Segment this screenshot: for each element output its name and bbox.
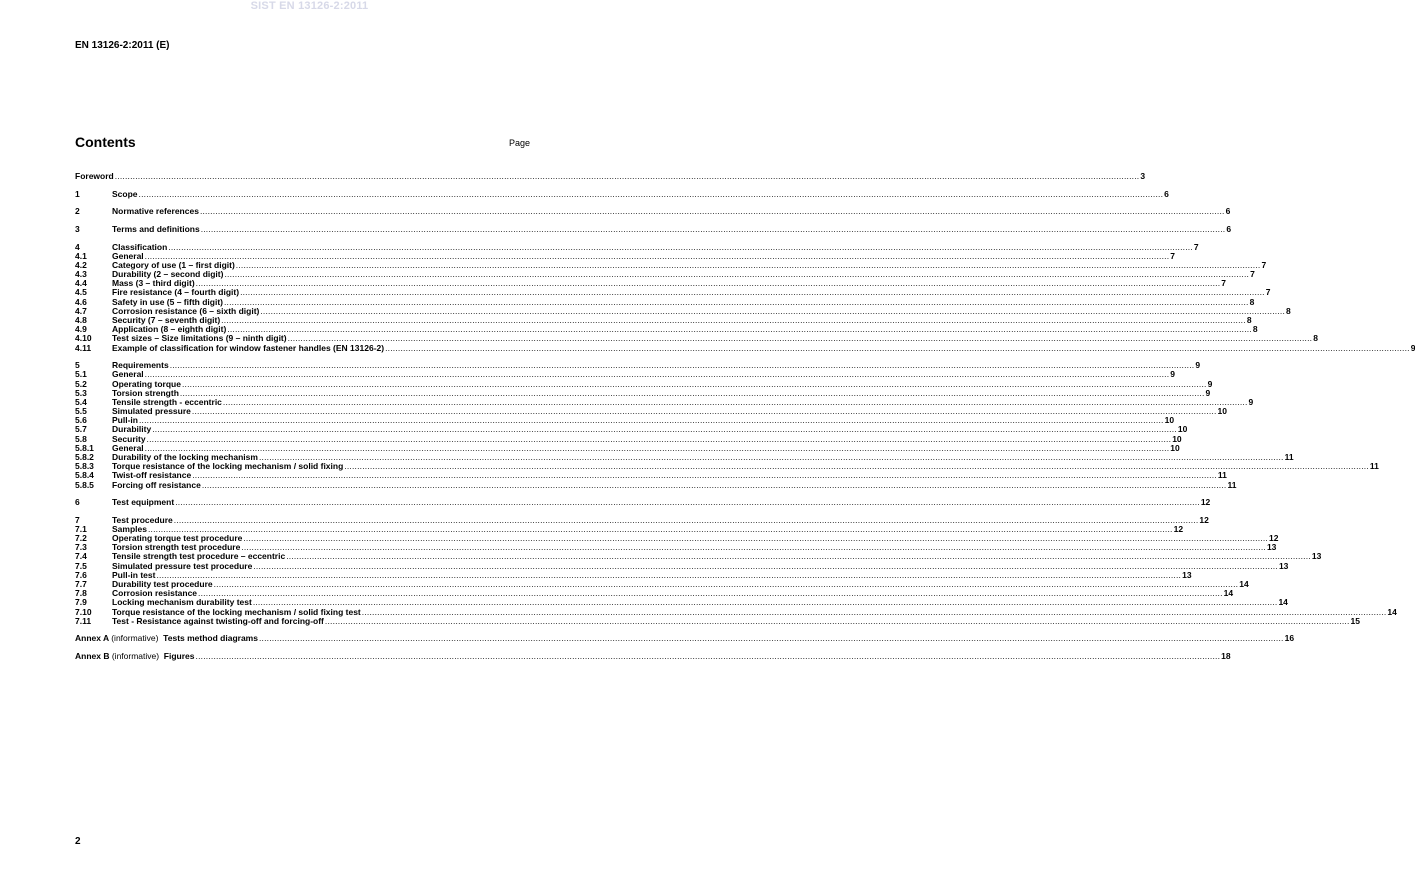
toc-entry-title: Pull-in test xyxy=(112,569,156,580)
toc-entry[interactable] xyxy=(75,342,1415,353)
toc-entry-title: Corrosion resistance xyxy=(112,588,198,599)
toc-entry[interactable] xyxy=(75,479,1237,490)
annex-label: Annex A xyxy=(75,633,112,644)
toc-entry-number: 4.1 xyxy=(75,250,87,261)
table-of-contents xyxy=(75,171,1415,661)
dot-leader: ................................................................................................................................................................................................................................................................................................................................................................................................................ xyxy=(253,560,1278,571)
dot-leader: ................................................................................................................................................................................................................................................................................................................................................................................................................ xyxy=(152,424,1177,435)
toc-entry[interactable] xyxy=(75,470,1227,481)
toc-entry-title: Terms and definitions xyxy=(112,223,200,234)
dot-leader: ................................................................................................................................................................................................................................................................................................................................................................................................................ xyxy=(223,296,1249,307)
page-column-label: Page xyxy=(509,138,531,148)
toc-entry-number: 5.8.2 xyxy=(75,452,94,463)
toc-entry[interactable] xyxy=(75,633,1295,644)
toc-entry-title: Test procedure xyxy=(112,514,173,525)
toc-entry-number: 6 xyxy=(75,497,80,508)
toc-entry-page: 13 xyxy=(1182,569,1192,580)
toc-entry-page: 8 xyxy=(1252,324,1258,335)
toc-entry[interactable] xyxy=(75,369,1176,380)
toc-entry-number: 5.8.5 xyxy=(75,479,94,490)
toc-entry-page: 9 xyxy=(1170,369,1176,380)
dot-leader: ................................................................................................................................................................................................................................................................................................................................................................................................................ xyxy=(191,406,1217,417)
toc-entry-page: 14 xyxy=(1278,597,1288,608)
toc-entry-page: 10 xyxy=(1177,424,1188,435)
annex-type: (informative) xyxy=(111,650,160,661)
toc-entry-title: Durability of the locking mechanism xyxy=(112,452,258,463)
toc-entry-number: 5.4 xyxy=(75,396,87,407)
toc-entry-title: Requirements xyxy=(112,360,169,371)
toc-entry-page: 7 xyxy=(1265,287,1271,298)
toc-entry-title: Foreword xyxy=(75,171,114,182)
toc-entry-page: 18 xyxy=(1221,650,1231,661)
toc-entry-title: Security (7 – seventh digit) xyxy=(112,315,221,325)
toc-entry-title: Operating torque xyxy=(112,378,181,389)
toc-entry-page: 16 xyxy=(1284,633,1295,644)
toc-entry-number: 5.7 xyxy=(75,424,87,435)
dot-leader: ................................................................................................................................................................................................................................................................................................................................................................................................................ xyxy=(147,523,1173,534)
toc-entry[interactable] xyxy=(75,188,1169,199)
toc-entry-number: 4.6 xyxy=(75,296,87,307)
dot-leader: ................................................................................................................................................................................................................................................................................................................................................................................................................ xyxy=(192,470,1217,481)
toc-entry-title: Tensile strength test procedure – eccentric xyxy=(112,551,286,562)
dot-leader: ................................................................................................................................................................................................................................................................................................................................................................................................................ xyxy=(200,223,1226,234)
toc-entry[interactable] xyxy=(75,206,1231,217)
toc-entry-page: 9 xyxy=(1248,396,1254,407)
dot-leader: ................................................................................................................................................................................................................................................................................................................................................................................................................ xyxy=(258,452,1284,463)
toc-entry-title: Safety in use (5 – fifth digit) xyxy=(112,296,223,307)
annex-label: Annex B xyxy=(75,650,112,661)
dot-leader: ................................................................................................................................................................................................................................................................................................................................................................................................................ xyxy=(287,333,1313,344)
dot-leader: ................................................................................................................................................................................................................................................................................................................................................................................................................ xyxy=(235,259,1261,270)
toc-entry-title: Durability (2 – second digit) xyxy=(112,269,224,280)
toc-entry-title: Locking mechanism durability test xyxy=(112,597,252,608)
dot-leader: ................................................................................................................................................................................................................................................................................................................................................................................................................ xyxy=(199,206,1225,217)
dot-leader: ................................................................................................................................................................................................................................................................................................................................................................................................................ xyxy=(241,542,1266,553)
toc-entry-number: 5.1 xyxy=(75,369,87,380)
annex-type: (informative) xyxy=(111,633,159,644)
toc-entry-page: 10 xyxy=(1170,442,1180,453)
toc-entry[interactable] xyxy=(75,497,1211,508)
toc-entry-number: 7.5 xyxy=(75,560,87,571)
toc-entry-page: 10 xyxy=(1172,433,1182,444)
dot-leader: ................................................................................................................................................................................................................................................................................................................................................................................................................ xyxy=(213,579,1239,590)
toc-entry-title: Security xyxy=(112,433,146,444)
dot-leader: ................................................................................................................................................................................................................................................................................................................................................................................................................ xyxy=(195,278,1221,289)
toc-entry-number: 3 xyxy=(75,223,80,234)
dot-leader: ................................................................................................................................................................................................................................................................................................................................................................................................................ xyxy=(224,269,1250,280)
toc-entry-number: 4.9 xyxy=(75,324,87,335)
dot-leader: ................................................................................................................................................................................................................................................................................................................................................................................................................ xyxy=(156,569,1182,580)
toc-entry-page: 10 xyxy=(1217,406,1227,417)
toc-entry[interactable] xyxy=(75,650,1231,661)
toc-entry-number: 4.4 xyxy=(75,278,87,289)
toc-entry-title: Twist-off resistance xyxy=(112,470,192,481)
dot-leader: ................................................................................................................................................................................................................................................................................................................................................................................................................ xyxy=(243,533,1268,544)
toc-entry-title: Test sizes – Size limitations (9 – ninth digit) xyxy=(112,333,287,344)
toc-entry-number: 4.2 xyxy=(75,259,87,270)
dot-leader: ................................................................................................................................................................................................................................................................................................................................................................................................................ xyxy=(173,514,1199,525)
dot-leader: ................................................................................................................................................................................................................................................................................................................................................................................................................ xyxy=(138,415,1164,426)
toc-entry-page: 13 xyxy=(1266,542,1277,553)
toc-entry[interactable] xyxy=(75,333,1318,344)
toc-entry-title xyxy=(75,634,258,643)
dot-leader: ................................................................................................................................................................................................................................................................................................................................................................................................................ xyxy=(227,324,1252,335)
toc-entry-page: 8 xyxy=(1313,333,1318,344)
toc-entry-number: 7.1 xyxy=(75,523,87,534)
toc-entry-page: 11 xyxy=(1284,452,1294,463)
toc-entry-title: Torsion strength xyxy=(112,387,179,398)
toc-entry-title: Classification xyxy=(112,241,168,252)
dot-leader: ................................................................................................................................................................................................................................................................................................................................................................................................................ xyxy=(195,650,1221,661)
dot-leader: ................................................................................................................................................................................................................................................................................................................................................................................................................ xyxy=(146,433,1172,444)
dot-leader: ................................................................................................................................................................................................................................................................................................................................................................................................................ xyxy=(169,360,1195,371)
toc-entry-number: 7.4 xyxy=(75,551,87,562)
toc-entry[interactable] xyxy=(75,615,1360,626)
toc-entry-title: Test equipment xyxy=(112,497,175,508)
toc-entry-title: Torsion strength test procedure xyxy=(112,542,241,553)
toc-entry-number: 4.7 xyxy=(75,305,87,316)
toc-entry-page: 9 xyxy=(1195,360,1201,371)
toc-entry-number: 2 xyxy=(75,206,80,217)
toc-entry-page: 8 xyxy=(1246,315,1252,325)
dot-leader: ................................................................................................................................................................................................................................................................................................................................................................................................................ xyxy=(344,461,1369,472)
toc-entry-title: Example of classification for window fastener handles (EN 13126-2) xyxy=(112,342,385,353)
toc-entry-title: Tensile strength - eccentric xyxy=(112,396,222,407)
toc-entry-page: 12 xyxy=(1173,523,1184,534)
toc-entry-page: 6 xyxy=(1225,206,1231,217)
toc-entry-number: 4.8 xyxy=(75,315,87,325)
toc-entry-number: 7.11 xyxy=(75,615,92,626)
toc-entry-number: 7.3 xyxy=(75,542,87,553)
toc-entry-number: 4.5 xyxy=(75,287,87,298)
dot-leader: ................................................................................................................................................................................................................................................................................................................................................................................................................ xyxy=(168,241,1193,252)
dot-leader: ................................................................................................................................................................................................................................................................................................................................................................................................................ xyxy=(385,342,1410,353)
toc-entry-title: Durability test procedure xyxy=(112,579,213,590)
toc-entry-title: Category of use (1 – first digit) xyxy=(112,259,235,270)
toc-entry-page: 8 xyxy=(1286,305,1291,316)
document-header-id: EN 13126-2:2011 (E) xyxy=(75,40,170,51)
dot-leader: ................................................................................................................................................................................................................................................................................................................................................................................................................ xyxy=(222,396,1248,407)
toc-entry[interactable] xyxy=(75,171,1146,182)
toc-entry-title: Normative references xyxy=(112,206,199,217)
toc-entry-number: 5.5 xyxy=(75,406,87,417)
toc-entry-title: Operating torque test procedure xyxy=(112,533,243,544)
toc-entry-page: 14 xyxy=(1223,588,1234,599)
toc-entry-number: 5.8 xyxy=(75,433,87,444)
toc-entry-page: 7 xyxy=(1261,259,1267,270)
watermark: SIST EN 13126-2:2011 xyxy=(250,0,369,12)
toc-entry-title: Test - Resistance against twisting-off and forcing-off xyxy=(112,615,324,626)
toc-entry-title: Fire resistance (4 – fourth digit) xyxy=(112,287,240,298)
toc-entry-page: 7 xyxy=(1221,278,1227,289)
toc-entry-page: 7 xyxy=(1170,250,1176,261)
toc-entry-number: 5.6 xyxy=(75,415,87,426)
toc-entry-number: 7.9 xyxy=(75,597,87,608)
toc-entry-page: 14 xyxy=(1239,579,1249,590)
dot-leader: ................................................................................................................................................................................................................................................................................................................................................................................................................ xyxy=(221,315,1246,325)
toc-entry-page: 8 xyxy=(1249,296,1255,307)
dot-leader: ................................................................................................................................................................................................................................................................................................................................................................................................................ xyxy=(324,615,1350,626)
toc-entry-page: 13 xyxy=(1278,560,1289,571)
annex-title: Tests method diagrams xyxy=(158,633,258,644)
toc-entry-title: General xyxy=(112,369,144,380)
toc-entry-number: 7.7 xyxy=(75,579,87,590)
toc-entry-title xyxy=(75,652,195,661)
toc-entry-page: 12 xyxy=(1199,514,1209,525)
toc-entry-page: 12 xyxy=(1200,497,1211,508)
dot-leader: ................................................................................................................................................................................................................................................................................................................................................................................................................ xyxy=(114,171,1140,182)
toc-entry-page: 6 xyxy=(1164,188,1169,199)
toc-entry-title: Mass (3 – third digit) xyxy=(112,278,195,289)
toc-entry-number: 5.8.4 xyxy=(75,470,94,481)
dot-leader: ................................................................................................................................................................................................................................................................................................................................................................................................................ xyxy=(175,497,1200,508)
toc-entry-number: 1 xyxy=(75,188,80,199)
page-number: 2 xyxy=(75,836,81,847)
toc-entry-page: 12 xyxy=(1269,533,1279,544)
toc-entry[interactable] xyxy=(75,223,1232,234)
toc-entry-page: 7 xyxy=(1193,241,1199,252)
toc-entry-number: 7.2 xyxy=(75,533,87,544)
toc-entry-title: Application (8 – eighth digit) xyxy=(112,324,227,335)
toc-entry-title: Simulated pressure xyxy=(112,406,191,417)
toc-entry-title: Forcing off resistance xyxy=(112,479,201,490)
toc-entry-number: 5.3 xyxy=(75,387,87,398)
annex-title: Figures xyxy=(159,650,195,661)
toc-entry-page: 9 xyxy=(1207,378,1213,389)
toc-entry-title: Durability xyxy=(112,424,152,435)
toc-entry-number: 4.3 xyxy=(75,269,87,280)
toc-entry-title: General xyxy=(112,442,144,453)
dot-leader: ................................................................................................................................................................................................................................................................................................................................................................................................................ xyxy=(258,633,1284,644)
toc-entry-page: 9 xyxy=(1205,387,1211,398)
dot-leader: ................................................................................................................................................................................................................................................................................................................................................................................................................ xyxy=(252,597,1278,608)
toc-entry-title: Pull-in xyxy=(112,415,138,426)
toc-entry-number: 5.8.1 xyxy=(75,442,94,453)
toc-entry-number: 4.11 xyxy=(75,342,92,353)
toc-entry-page: 9 xyxy=(1410,342,1415,353)
dot-leader: ................................................................................................................................................................................................................................................................................................................................................................................................................ xyxy=(144,250,1170,261)
toc-entry-page: 11 xyxy=(1217,470,1227,481)
toc-entry-title: Corrosion resistance (6 – sixth digit) xyxy=(112,305,260,316)
toc-entry-page: 3 xyxy=(1140,171,1146,182)
toc-entry-page: 11 xyxy=(1227,479,1237,490)
contents-heading: Contents xyxy=(75,134,136,150)
dot-leader: ................................................................................................................................................................................................................................................................................................................................................................................................................ xyxy=(144,442,1170,453)
toc-entry-page: 14 xyxy=(1387,606,1397,617)
toc-entry-number: 7 xyxy=(75,514,80,525)
toc-entry-page: 11 xyxy=(1369,461,1379,472)
dot-leader: ................................................................................................................................................................................................................................................................................................................................................................................................................ xyxy=(361,606,1387,617)
dot-leader: ................................................................................................................................................................................................................................................................................................................................................................................................................ xyxy=(144,369,1170,380)
toc-entry-title: Torque resistance of the locking mechanism / solid fixing test xyxy=(112,606,361,617)
dot-leader: ................................................................................................................................................................................................................................................................................................................................................................................................................ xyxy=(198,588,1223,599)
toc-entry-number: 5.8.3 xyxy=(75,461,94,472)
toc-entry-page: 10 xyxy=(1164,415,1175,426)
dot-leader: ................................................................................................................................................................................................................................................................................................................................................................................................................ xyxy=(286,551,1311,562)
toc-entry-title: Torque resistance of the locking mechanism / solid fixing xyxy=(112,461,344,472)
toc-entry-page: 6 xyxy=(1226,223,1232,234)
dot-leader: ................................................................................................................................................................................................................................................................................................................................................................................................................ xyxy=(201,479,1227,490)
toc-entry-title: General xyxy=(112,250,144,261)
toc-entry-number: 5.2 xyxy=(75,378,87,389)
dot-leader: ................................................................................................................................................................................................................................................................................................................................................................................................................ xyxy=(260,305,1286,316)
toc-entry-number: 7.8 xyxy=(75,588,87,599)
toc-entry-title: Simulated pressure test procedure xyxy=(112,560,253,571)
toc-entry-number: 7.6 xyxy=(75,569,87,580)
toc-entry-number: 4.10 xyxy=(75,333,92,344)
dot-leader: ................................................................................................................................................................................................................................................................................................................................................................................................................ xyxy=(240,287,1265,298)
toc-entry-number: 5 xyxy=(75,360,80,371)
toc-entry-number: 4 xyxy=(75,241,80,252)
dot-leader: ................................................................................................................................................................................................................................................................................................................................................................................................................ xyxy=(138,188,1164,199)
dot-leader: ................................................................................................................................................................................................................................................................................................................................................................................................................ xyxy=(181,378,1207,389)
toc-entry-number: 7.10 xyxy=(75,606,92,617)
toc-entry-page: 7 xyxy=(1250,269,1255,280)
toc-entry-page: 15 xyxy=(1350,615,1360,626)
toc-entry-title: Scope xyxy=(112,188,138,199)
toc-entry-page: 13 xyxy=(1311,551,1322,562)
dot-leader: ................................................................................................................................................................................................................................................................................................................................................................................................................ xyxy=(179,387,1205,398)
toc-entry-title: Samples xyxy=(112,523,147,534)
